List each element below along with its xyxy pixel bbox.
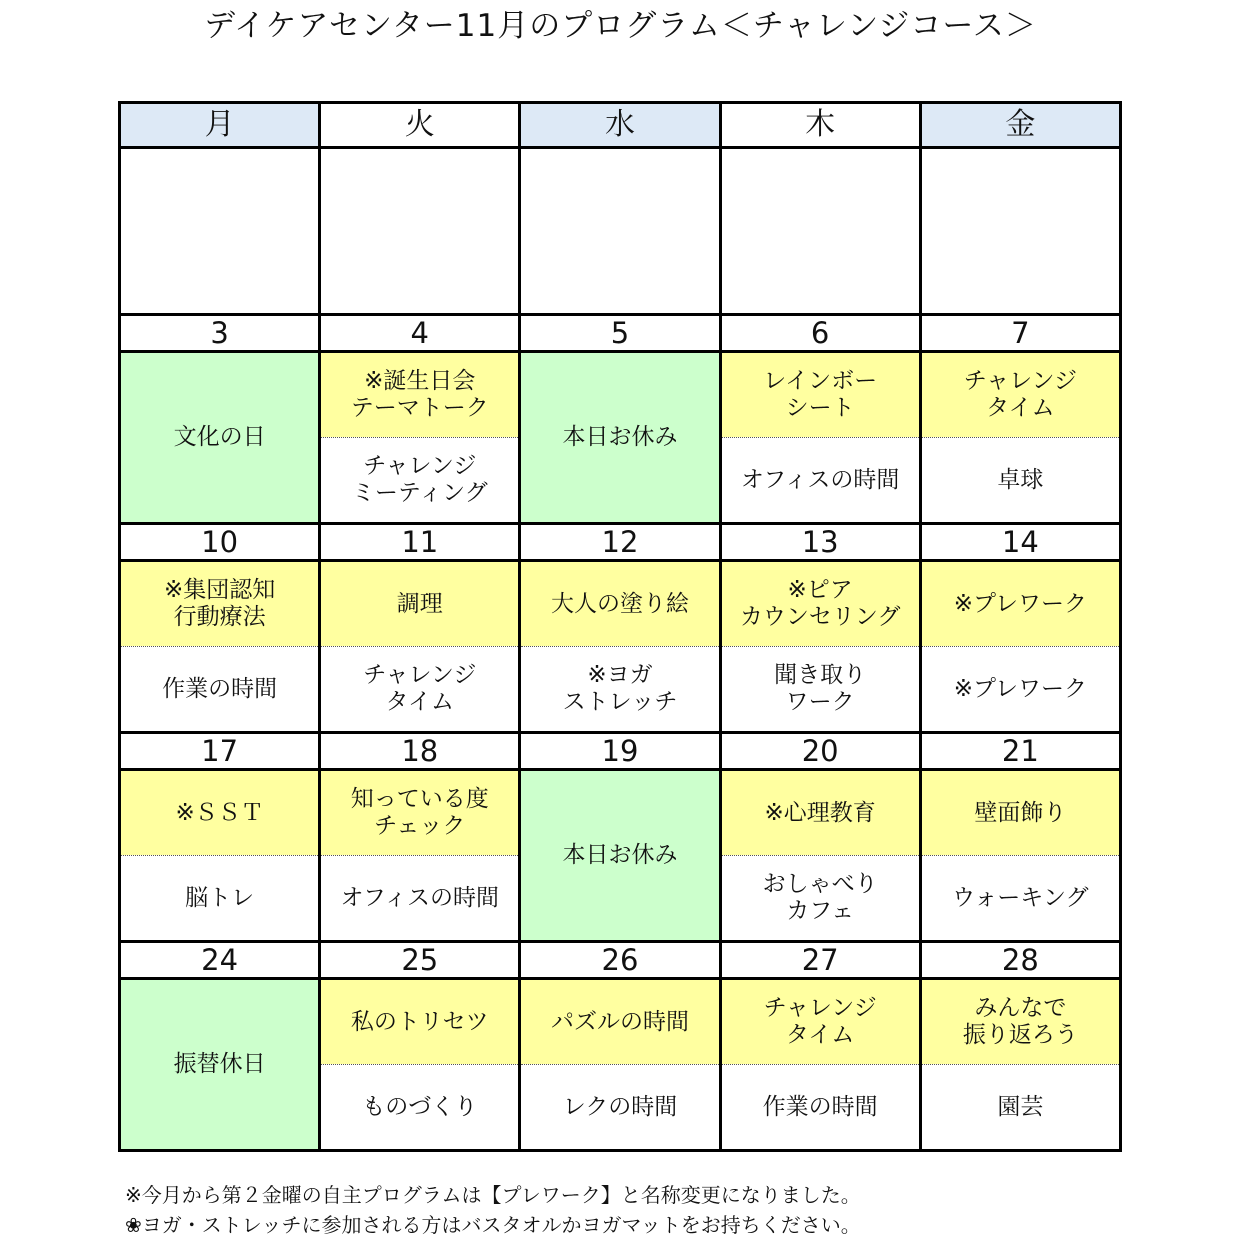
- activity-cell: [520, 561, 720, 647]
- activity-label: パズルの時間: [550, 1008, 689, 1035]
- activity-label: ウォーキング: [952, 884, 1089, 911]
- activity-cell: [320, 770, 520, 856]
- footnote-name-change: ※今月から第２金曜の自主プログラムは【プレワーク】と名称変更になりました。: [125, 1183, 861, 1207]
- activity-label: 園芸: [997, 1093, 1044, 1120]
- activity-cell: [720, 561, 920, 647]
- activity-label: ※集団認知 行動療法: [163, 577, 276, 630]
- activity-label: 本日お休み: [562, 424, 678, 450]
- weekday-wed: 水: [520, 103, 720, 148]
- activity-cell: [720, 770, 920, 856]
- activity-label: 文化の日: [173, 424, 266, 450]
- date-cell: 10: [120, 524, 320, 561]
- activity-label: 作業の時間: [762, 1093, 878, 1120]
- date-cell: 19: [520, 733, 720, 770]
- activity-cell: [320, 1065, 520, 1151]
- activity-label: ※心理教育: [764, 799, 876, 826]
- blank-week-row: [120, 148, 1121, 315]
- date-cell: 18: [320, 733, 520, 770]
- activity-cell: [920, 561, 1120, 647]
- activity-label: 私のトリセツ: [350, 1008, 489, 1035]
- blank-cell: [520, 148, 720, 315]
- activity-label: ※プレワーク: [953, 675, 1088, 702]
- activity-label: ※ピア カウンセリング: [739, 577, 901, 630]
- activity-row-am: [120, 770, 1121, 856]
- activity-cell: [320, 856, 520, 942]
- blank-cell: [120, 148, 320, 315]
- date-cell: 7: [920, 315, 1120, 352]
- activity-label: おしゃべり カフェ: [762, 871, 878, 924]
- date-cell: 27: [720, 942, 920, 979]
- activity-cell: [920, 856, 1120, 942]
- date-cell: 3: [120, 315, 320, 352]
- activity-cell: [720, 438, 920, 524]
- activity-label: オフィスの時間: [740, 466, 900, 493]
- activity-label: レクの時間: [562, 1093, 678, 1120]
- weekday-mon: 月: [120, 103, 320, 148]
- activity-row-am: [120, 979, 1121, 1065]
- activity-cell: [720, 1065, 920, 1151]
- activity-cell: [320, 979, 520, 1065]
- activity-label: 卓球: [997, 466, 1044, 493]
- weekday-header-row: [120, 103, 1121, 148]
- activity-cell: [120, 856, 320, 942]
- activity-label: ※ヨガ ストレッチ: [562, 662, 678, 715]
- activity-label: チャレンジ ミーティング: [351, 453, 488, 506]
- activity-cell: [920, 352, 1120, 438]
- date-cell: 5: [520, 315, 720, 352]
- date-cell: 20: [720, 733, 920, 770]
- activity-cell: [720, 647, 920, 733]
- date-row: [120, 942, 1121, 979]
- activity-label: 大人の塗り絵: [550, 590, 689, 617]
- activity-label: チャレンジ タイム: [363, 662, 477, 715]
- blank-cell: [720, 148, 920, 315]
- activity-cell: [920, 979, 1120, 1065]
- activity-cell: [720, 979, 920, 1065]
- date-row: [120, 524, 1121, 561]
- activity-cell: [520, 979, 720, 1065]
- activity-cell: [120, 561, 320, 647]
- date-cell: 26: [520, 942, 720, 979]
- activity-cell: [320, 352, 520, 438]
- activity-cell: [520, 1065, 720, 1151]
- activity-label: ※プレワーク: [953, 590, 1088, 617]
- activity-cell: [920, 438, 1120, 524]
- activity-label: ※誕生日会 テーマトーク: [350, 368, 489, 421]
- activity-label: ※ＳＳＴ: [175, 799, 264, 826]
- blank-cell: [320, 148, 520, 315]
- page-title: デイケアセンター11月のプログラム＜チャレンジコース＞: [204, 8, 1037, 44]
- activity-label: 聞き取り ワーク: [774, 662, 867, 715]
- activity-label: みんなで 振り返ろう: [962, 995, 1078, 1048]
- blank-cell: [920, 148, 1120, 315]
- activity-cell: [320, 438, 520, 524]
- holiday-cell: [520, 770, 720, 942]
- activity-cell: [120, 647, 320, 733]
- activity-cell: [920, 647, 1120, 733]
- weekday-thu: 木: [720, 103, 920, 148]
- activity-cell: [320, 647, 520, 733]
- activity-cell: [120, 770, 320, 856]
- date-cell: 12: [520, 524, 720, 561]
- holiday-cell: [520, 352, 720, 524]
- date-cell: 17: [120, 733, 320, 770]
- activity-label: 調理: [396, 590, 443, 617]
- activity-label: ものづくり: [362, 1093, 478, 1120]
- weekday-fri: 金: [920, 103, 1120, 148]
- holiday-cell: [120, 979, 320, 1151]
- activity-row-am: [120, 561, 1121, 647]
- footnote-yoga-items: ❀ヨガ・ストレッチに参加される方はバスタオルかヨガマットをお持ちください。: [125, 1213, 861, 1237]
- date-row: [120, 733, 1121, 770]
- activity-label: 作業の時間: [162, 675, 278, 702]
- weekday-tue: 火: [320, 103, 520, 148]
- calendar-table: [118, 101, 1122, 1152]
- date-cell: 28: [920, 942, 1120, 979]
- activity-cell: [720, 352, 920, 438]
- activity-label: 本日お休み: [562, 842, 678, 868]
- activity-cell: [320, 561, 520, 647]
- activity-label: 振替休日: [173, 1051, 266, 1077]
- date-cell: 11: [320, 524, 520, 561]
- activity-label: オフィスの時間: [340, 884, 500, 911]
- activity-label: チャレンジ タイム: [963, 368, 1077, 421]
- date-cell: 25: [320, 942, 520, 979]
- date-cell: 24: [120, 942, 320, 979]
- activity-label: 壁面飾り: [974, 799, 1067, 826]
- date-cell: 13: [720, 524, 920, 561]
- activity-cell: [720, 856, 920, 942]
- activity-label: 脳トレ: [185, 884, 255, 911]
- date-cell: 21: [920, 733, 1120, 770]
- activity-row-pm: [120, 647, 1121, 733]
- activity-label: チャレンジ タイム: [763, 995, 877, 1048]
- date-cell: 6: [720, 315, 920, 352]
- activity-label: レインボー シート: [763, 368, 878, 421]
- date-cell: 14: [920, 524, 1120, 561]
- date-row: [120, 315, 1121, 352]
- activity-label: 知っている度 チェック: [350, 786, 489, 839]
- holiday-cell: [120, 352, 320, 524]
- activity-cell: [920, 1065, 1120, 1151]
- activity-cell: [920, 770, 1120, 856]
- activity-row-am: [120, 352, 1121, 438]
- footnotes: [125, 1180, 1225, 1240]
- date-cell: 4: [320, 315, 520, 352]
- activity-cell: [520, 647, 720, 733]
